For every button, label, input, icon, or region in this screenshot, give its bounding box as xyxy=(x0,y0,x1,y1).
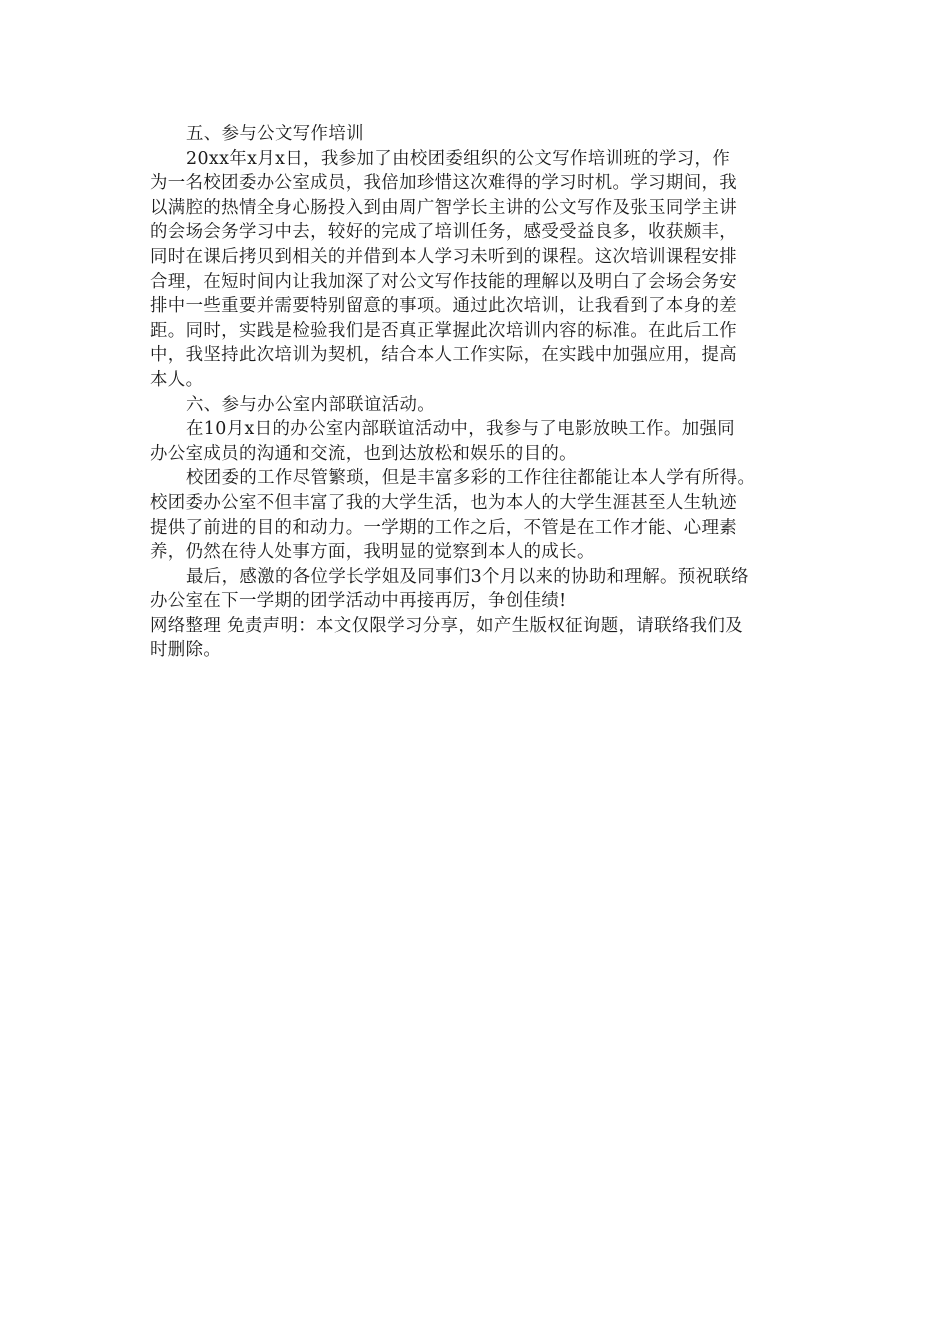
disclaimer-line: 网络整理 免责声明：本文仅限学习分享，如产生版权征询题，请联络我们及 xyxy=(150,615,744,636)
disclaimer-line: 时删除。 xyxy=(150,640,222,661)
paragraph-line: 中，我坚持此次培训为契机，结合本人工作实际，在实践中加强应用，提高 xyxy=(150,345,738,366)
paragraph-line: 校团委办公室不但丰富了我的大学生活，也为本人的大学生涯甚至人生轨迹 xyxy=(150,492,738,513)
paragraph-line: 办公室成员的沟通和交流，也到达放松和娱乐的目的。 xyxy=(150,443,577,464)
paragraph-line: 为一名校团委办公室成员，我倍加珍惜这次难得的学习时机。学习期间，我 xyxy=(150,173,738,194)
paragraph-line: 提供了前进的目的和动力。一学期的工作之后，不管是在工作才能、心理素 xyxy=(150,517,738,538)
paragraph-line: 养，仍然在待人处事方面，我明显的觉察到本人的成长。 xyxy=(150,542,595,563)
paragraph-line: 以满腔的热情全身心肠投入到由周广智学长主讲的公文写作及张玉同学主讲 xyxy=(150,197,738,218)
paragraph-line: 20xx年x月x日，我参加了由校团委组织的公文写作培训班的学习，作 xyxy=(186,148,731,169)
paragraph-line: 最后，感激的各位学长学姐及同事们3个月以来的协助和理解。预祝联络 xyxy=(186,566,749,587)
paragraph-line: 在10月x日的办公室内部联谊活动中，我参与了电影放映工作。加强同 xyxy=(186,419,736,440)
paragraph-line: 合理，在短时间内让我加深了对公文写作技能的理解以及明白了会场会务安 xyxy=(150,271,738,292)
paragraph-line: 校团委的工作尽管繁琐，但是丰富多彩的工作往往都能让本人学有所得。 xyxy=(186,468,756,489)
document-body xyxy=(150,122,795,663)
section-heading-5: 五、参与公文写作培训 xyxy=(186,124,364,144)
paragraph-line: 同时在课后拷贝到相关的并借到本人学习未听到的课程。这次培训课程安排 xyxy=(150,246,738,267)
paragraph-line: 办公室在下一学期的团学活动中再接再厉，争创佳绩! xyxy=(150,591,567,612)
paragraph-line: 本人。 xyxy=(150,369,204,390)
paragraph-line: 距。同时，实践是检验我们是否真正掌握此次培训内容的标准。在此后工作 xyxy=(150,320,738,341)
paragraph-line: 的会场会务学习中去，较好的完成了培训任务，感受受益良多，收获颇丰， xyxy=(150,222,738,243)
section-heading-6: 六、参与办公室内部联谊活动。 xyxy=(186,394,436,415)
paragraph-line: 排中一些重要并需要特别留意的事项。通过此次培训，让我看到了本身的差 xyxy=(150,296,738,317)
